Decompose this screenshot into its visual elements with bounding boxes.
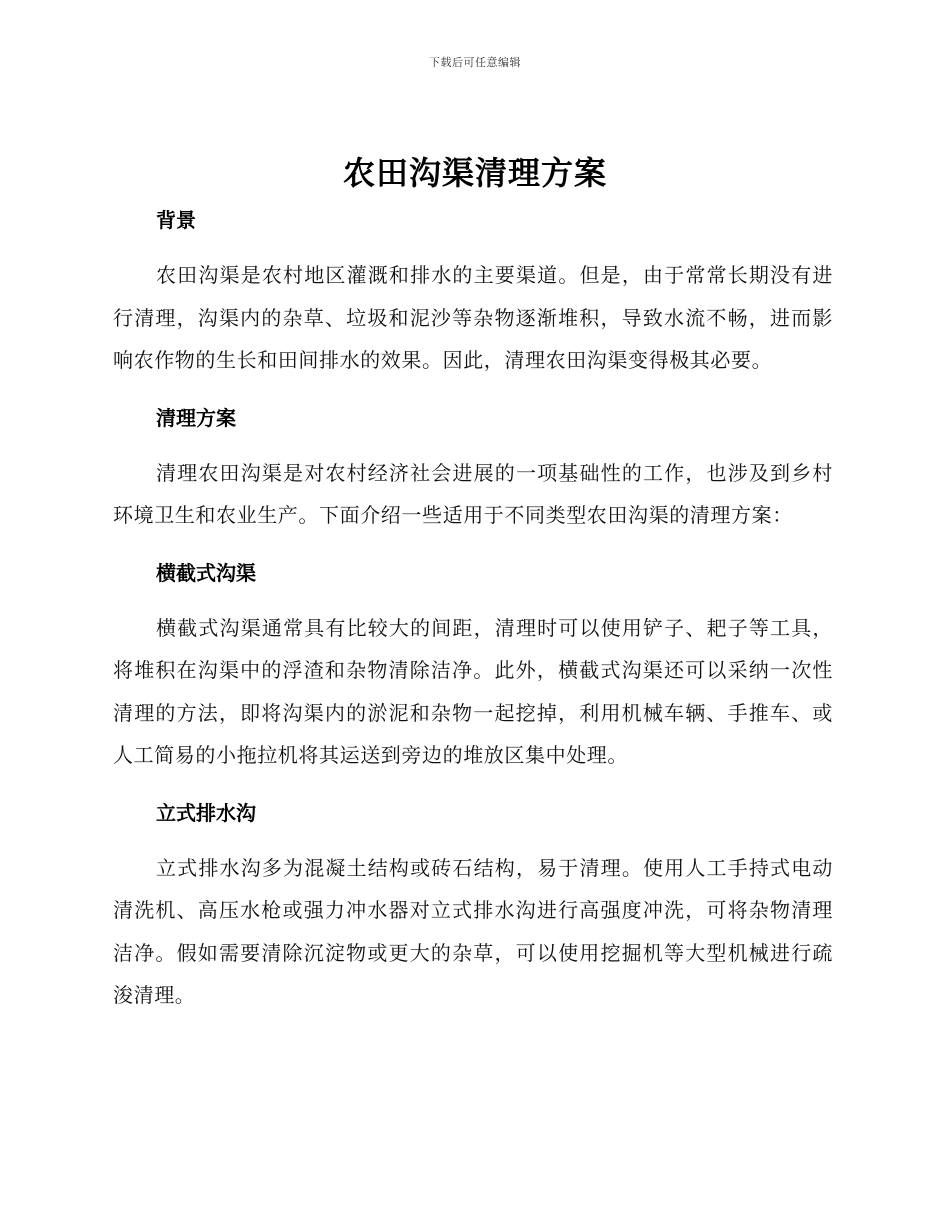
- section-paragraph-transverse-ditch: 横截式沟渠通常具有比较大的间距，清理时可以使用铲子、耙子等工具，将堆积在沟渠中的浮渣和杂物清除洁净。此外，横截式沟渠还可以采纳一次性清理的方法，即将沟渠内的淤泥和杂物一起挖掉，利用机械车辆、手推车、或人工简易的小拖拉机将其运送到旁边的堆放区集中处理。: [113, 615, 833, 767]
- section-paragraph-plan: 清理农田沟渠是对农村经济社会进展的一项基础性的工作，也涉及到乡村环境卫生和农业生产。下面介绍一些适用于不同类型农田沟渠的清理方案：: [113, 460, 833, 527]
- section-paragraph-background: 农田沟渠是农村地区灌溉和排水的主要渠道。但是，由于常常长期没有进行清理，沟渠内的杂草、垃圾和泥沙等杂物逐渐堆积，导致水流不畅，进而影响农作物的生长和田间排水的效果。因此，清理农田沟渠变得极其必要。: [113, 263, 833, 372]
- header-note: 下载后可任意编辑: [429, 56, 521, 69]
- section-heading-transverse-ditch: 横截式沟渠: [156, 560, 256, 585]
- document-body: [113, 200, 833, 1017]
- document-title: 农田沟渠清理方案: [342, 154, 607, 192]
- section-heading-background: 背景: [156, 208, 196, 232]
- section-heading-plan: 清理方案: [156, 405, 236, 430]
- section-heading-vertical-drain: 立式排水沟: [156, 800, 256, 825]
- section-paragraph-vertical-drain: 立式排水沟多为混凝土结构或砖石结构，易于清理。使用人工手持式电动清洗机、高压水枪或强力冲水器对立式排水沟进行高强度冲洗，可将杂物清理洁净。假如需要清除沉淀物或更大的杂草，可以使用挖掘机等大型机械进行疏浚清理。: [113, 855, 833, 1007]
